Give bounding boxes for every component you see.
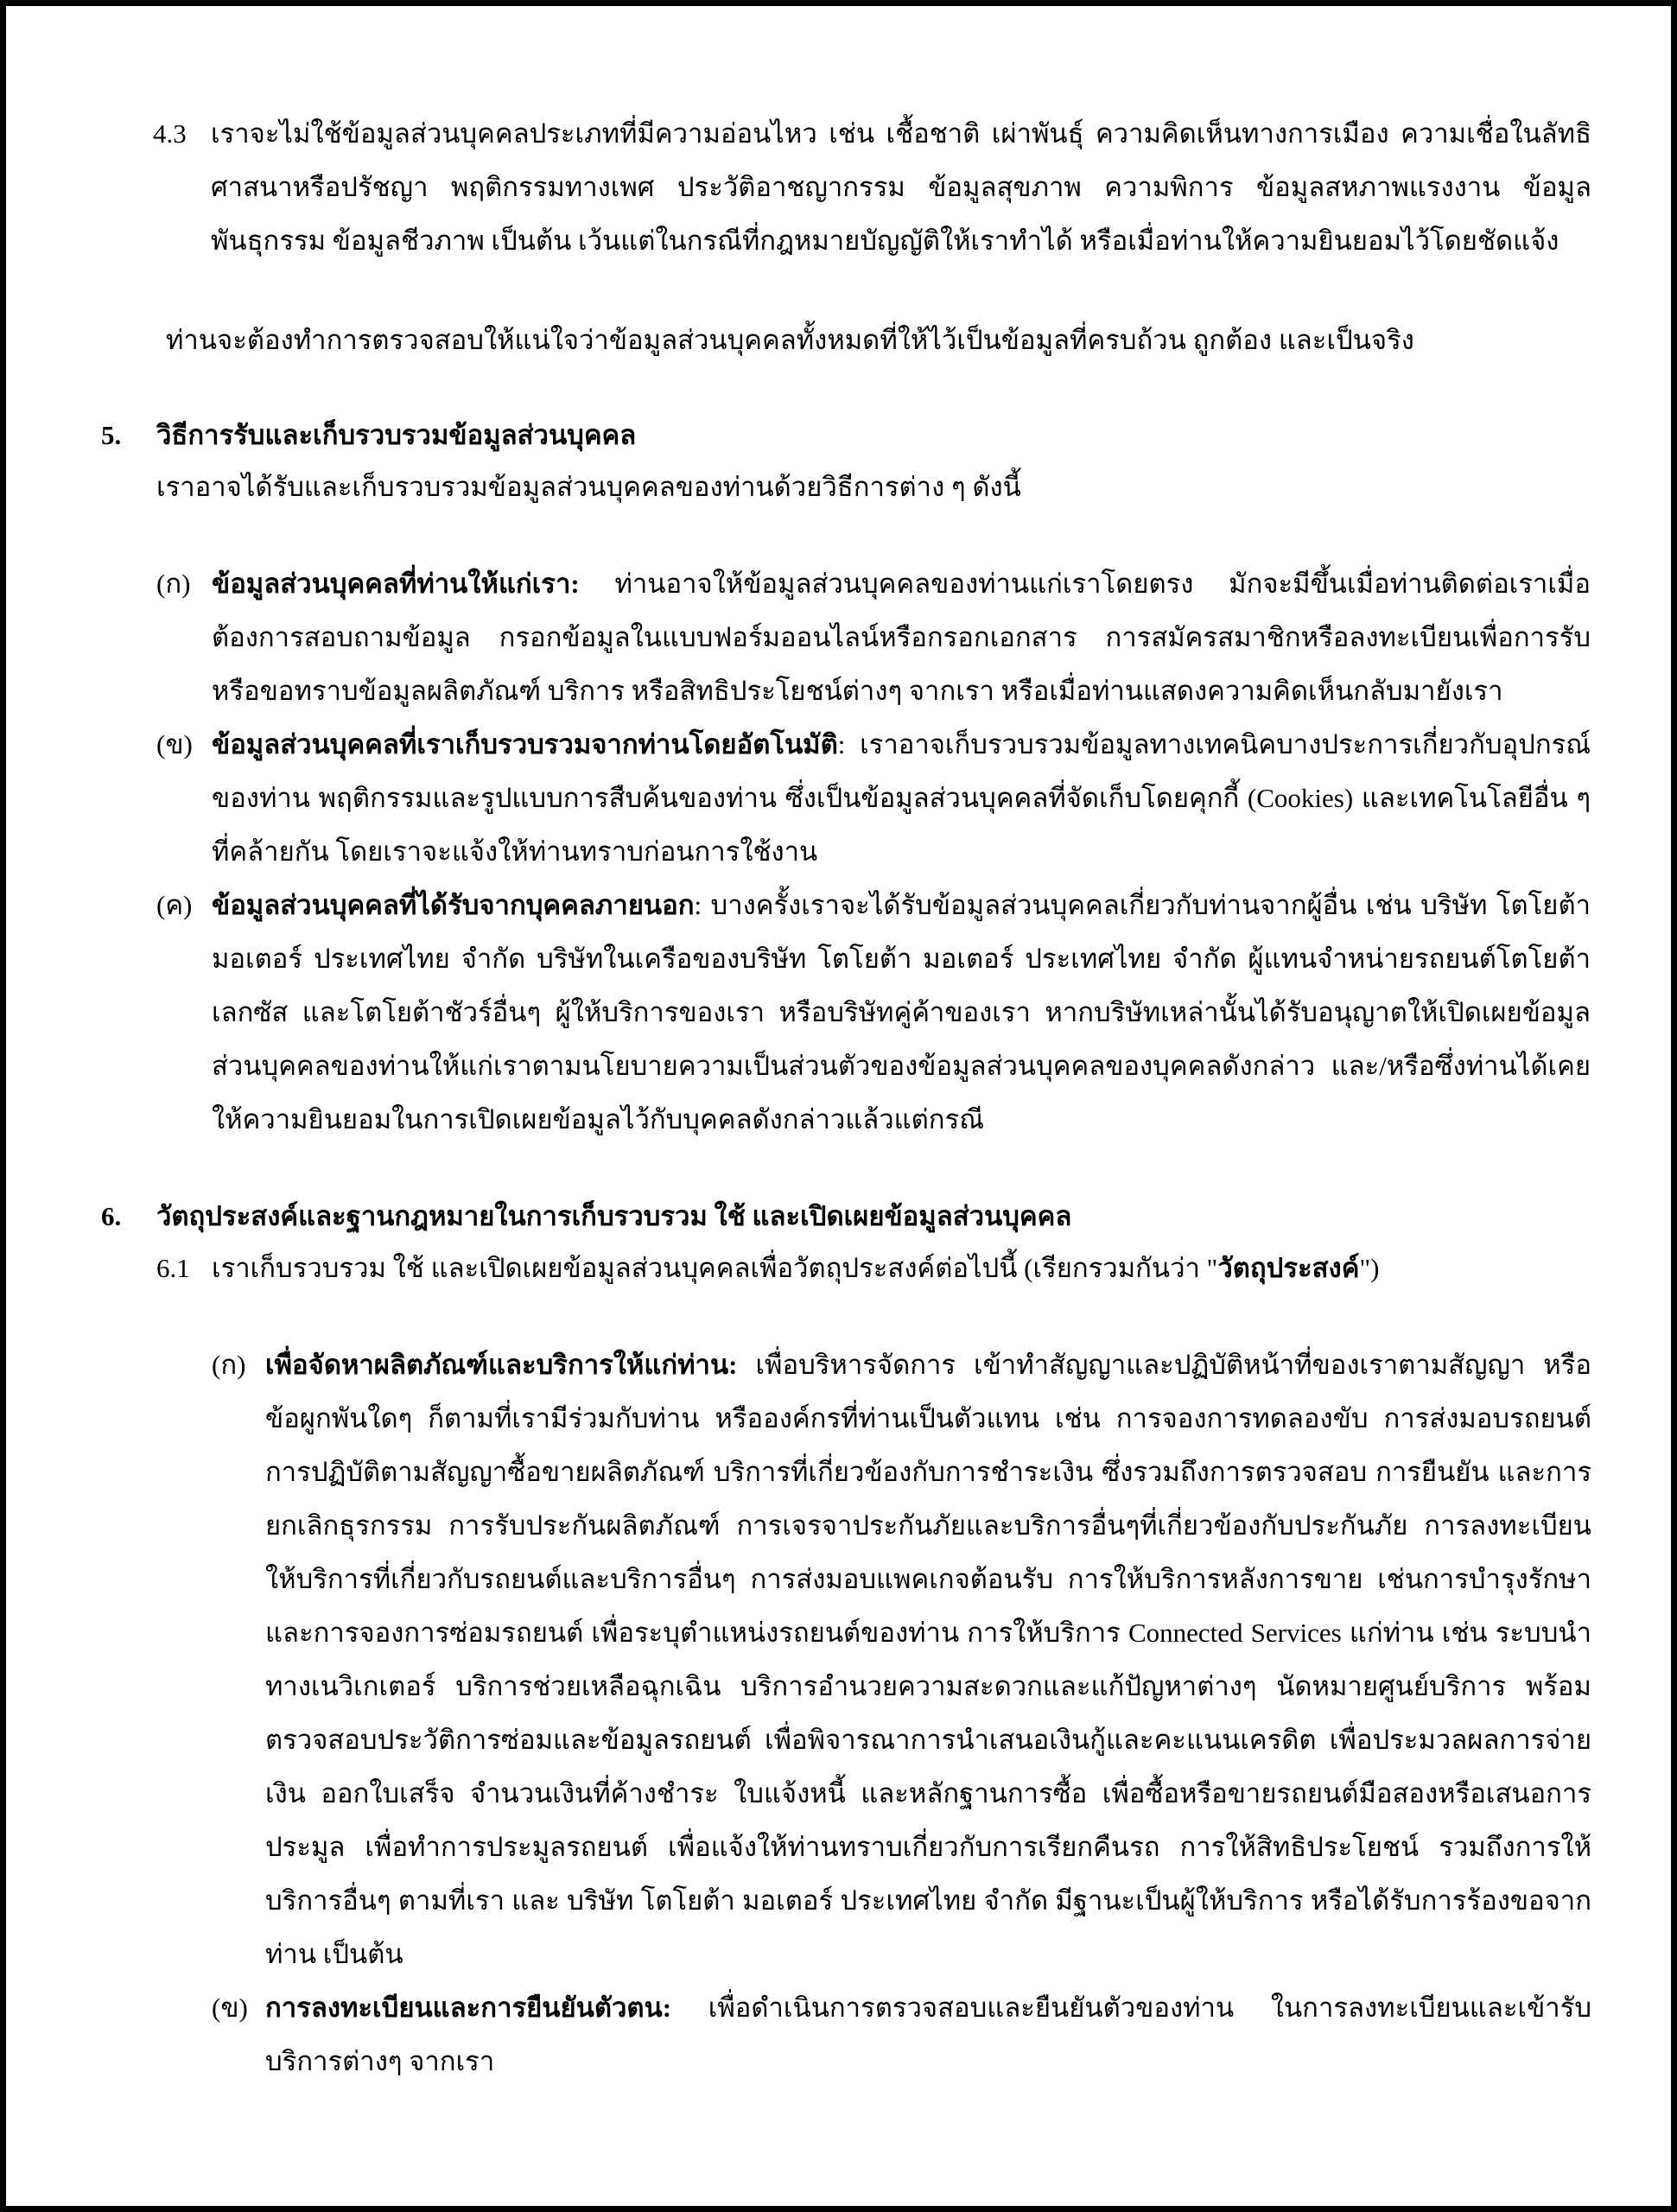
clause-number: 4.3 bbox=[153, 118, 187, 149]
clause-text: เราเก็บรวบรวม ใช้ และเปิดเผยข้อมูลส่วนบุคคลเพื่อวัตถุประสงค์ต่อไปนี้ (เรียกรวมกันว่า " bbox=[212, 1253, 1218, 1283]
list-item bbox=[212, 1981, 1591, 2088]
item-marker: (ข) bbox=[156, 729, 193, 760]
clause-text-end: ") bbox=[1359, 1253, 1380, 1283]
document-page bbox=[6, 6, 1671, 2206]
item-marker: (ค) bbox=[156, 890, 193, 920]
section-number: 6. bbox=[101, 1201, 122, 1231]
item-label: ข้อมูลส่วนบุคคลที่ท่านให้แก่เรา: bbox=[212, 569, 580, 599]
item-text: : เราอาจเก็บรวบรวมข้อมูลทางเทคนิคบางประการเกี่ยวกับอุปกรณ์ของท่าน พฤติกรรมและรูปแบบการสืบค้นของท่าน ซึ่งเป็นข้อมูลส่วนบุคคลที่จัดเก็บโดยคุกกี้ (Cookies) และเทคโนโลยีอื่น ๆ ที่คล้ายกัน โดยเราจะแจ้งให้ท่านทราบก่อนการใช้งาน bbox=[212, 729, 1591, 867]
item-text: เพื่อดำเนินการตรวจสอบและยืนยันตัวของท่าน ในการลงทะเบียนและเข้ารับบริการต่างๆ จากเรา bbox=[265, 1993, 1591, 2076]
list-item bbox=[156, 557, 1591, 718]
list-item bbox=[156, 879, 1591, 1147]
item-text: ท่านอาจให้ข้อมูลส่วนบุคคลของท่านแก่เราโดยตรง มักจะมีขึ้นเมื่อท่านติดต่อเราเมื่อต้องการสอบถามข้อมูล กรอกข้อมูลในแบบฟอร์มออนไลน์หรือกรอกเอกสาร การสมัครสมาชิกหรือลงทะเบียนเพื่อการรับหรือขอทราบข้อมูลผลิตภัณฑ์ บริการ หรือสิทธิประโยชน์ต่างๆ จากเรา หรือเมื่อท่านแสดงความคิดเห็นกลับมายังเรา bbox=[212, 569, 1591, 706]
section-5-intro: เราอาจได้รับและเก็บรวบรวมข้อมูลส่วนบุคคลของท่านด้วยวิธีการต่าง ๆ ดังนี้ bbox=[156, 472, 1021, 502]
item-text: : บางครั้งเราจะได้รับข้อมูลส่วนบุคคลเกี่ยวกับท่านจากผู้อื่น เช่น บริษัท โตโยต้า มอเตอร์ ประเทศไทย จำกัด บริษัทในเครือของบริษัท โตโยต้า มอเตอร์ ประเทศไทย จำกัด ผู้แทนจำหน่ายรถยนต์โตโยต้า เลกซัส และโตโยต้าชัวร์อื่นๆ ผู้ให้บริการของเรา หรือบริษัทคู่ค้าของเรา หากบริษัทเหล่านั้นได้รับอนุญาตให้เปิดเผยข้อมูลส่วนบุคคลของท่านให้แก่เราตามนโยบายความเป็นส่วนตัวของข้อมูลส่วนบุคคลของบุคคลดังกล่าว และ/หรือซึ่งท่านได้เคยให้ความยินยอมในการเปิดเผยข้อมูลไว้กับบุคคลดังกล่าวแล้วแต่กรณี bbox=[212, 890, 1591, 1135]
item-label: ข้อมูลส่วนบุคคลที่เราเก็บรวบรวมจากท่านโดยอัตโนมัติ bbox=[212, 729, 838, 760]
item-marker: (ข) bbox=[212, 1993, 248, 2023]
list-item bbox=[156, 718, 1591, 879]
item-marker: (ก) bbox=[212, 1350, 246, 1380]
list-item bbox=[212, 1338, 1591, 1981]
section-5-heading bbox=[101, 409, 1591, 462]
item-label: เพื่อจัดหาผลิตภัณฑ์และบริการให้แก่ท่าน: bbox=[265, 1350, 738, 1380]
clause-number: 6.1 bbox=[156, 1253, 190, 1283]
clause-text: เราจะไม่ใช้ข้อมูลส่วนบุคคลประเภทที่มีความอ่อนไหว เช่น เชื้อชาติ เผ่าพันธุ์ ความคิดเห็นทางการเมือง ความเชื่อในลัทธิ ศาสนาหรือปรัชญา พฤติกรรมทางเพศ ประวัติอาชญากรรม ข้อมูลสุขภาพ ความพิการ ข้อมูลสหภาพแรงงาน ข้อมูลพันธุกรรม ข้อมูลชีวภาพ เป็นต้น เว้นแต่ในกรณีที่กฎหมายบัญญัติให้เราทำได้ หรือเมื่อท่านให้ความยินยอมไว้โดยชัดแจ้ง bbox=[211, 118, 1591, 256]
item-marker: (ก) bbox=[156, 569, 191, 599]
verification-note: ท่านจะต้องทำการตรวจสอบให้แน่ใจว่าข้อมูลส่วนบุคคลทั้งหมดที่ให้ไว้เป็นข้อมูลที่ครบถ้วน ถูกต้อง และเป็นจริง bbox=[166, 325, 1414, 355]
clause-6-1 bbox=[156, 1242, 1591, 1295]
item-text: เพื่อบริหารจัดการ เข้าทำสัญญาและปฏิบัติหน้าที่ของเราตามสัญญา หรือข้อผูกพันใดๆ ก็ตามที่เรามีร่วมกับท่าน หรือองค์กรที่ท่านเป็นตัวแทน เช่น การจองการทดลองขับ การส่งมอบรถยนต์ การปฏิบัติตามสัญญาซื้อขายผลิตภัณฑ์ บริการที่เกี่ยวข้องกับการชำระเงิน ซึ่งรวมถึงการตรวจสอบ การยืนยัน และการยกเลิกธุรกรรม การรับประกันผลิตภัณฑ์ การเจรจาประกันภัยและบริการอื่นๆที่เกี่ยวข้องกับประกันภัย การลงทะเบียนให้บริการที่เกี่ยวกับรถยนต์และบริการอื่นๆ การส่งมอบแพคเกจต้อนรับ การให้บริการหลังการขาย เช่นการบำรุงรักษาและการจองการซ่อมรถยนต์ เพื่อระบุตำแหน่งรถยนต์ของท่าน การให้บริการ Connected Services แก่ท่าน เช่น ระบบนำทางเนวิเกเตอร์ บริการช่วยเหลือฉุกเฉิน บริการอำนวยความสะดวกและแก้ปัญหาต่างๆ นัดหมายศูนย์บริการ พร้อมตรวจสอบประวัติการซ่อมและข้อมูลรถยนต์ เพื่อพิจารณาการนำเสนอเงินกู้และคะแนนเครดิต เพื่อประมวลผลการจ่ายเงิน ออกใบเสร็จ จำนวนเงินที่ค้างชำระ ใบแจ้งหนี้ และหลักฐานการซื้อ เพื่อซื้อหรือขายรถยนต์มือสองหรือเสนอการประมูล เพื่อทำการประมูลรถยนต์ เพื่อแจ้งให้ท่านทราบเกี่ยวกับการเรียกคืนรถ การให้สิทธิประโยชน์ รวมถึงการให้บริการอื่นๆ ตามที่เรา และ บริษัท โตโยต้า มอเตอร์ ประเทศไทย จำกัด มีฐานะเป็นผู้ให้บริการ หรือได้รับการร้องขอจากท่าน เป็นต้น bbox=[265, 1350, 1591, 1969]
section-title: วิธีการรับและเก็บรวบรวมข้อมูลส่วนบุคคล bbox=[156, 420, 637, 450]
section-number: 5. bbox=[101, 420, 122, 450]
section-6-heading bbox=[101, 1190, 1591, 1243]
clause-4-3 bbox=[153, 107, 1591, 268]
clause-emphasis: วัตถุประสงค์ bbox=[1217, 1253, 1360, 1283]
item-label: ข้อมูลส่วนบุคคลที่ได้รับจากบุคคลภายนอก bbox=[212, 890, 695, 920]
item-label: การลงทะเบียนและการยืนยันตัวตน: bbox=[265, 1993, 672, 2023]
section-title: วัตถุประสงค์และฐานกฎหมายในการเก็บรวบรวม ใช้ และเปิดเผยข้อมูลส่วนบุคคล bbox=[156, 1201, 1072, 1231]
